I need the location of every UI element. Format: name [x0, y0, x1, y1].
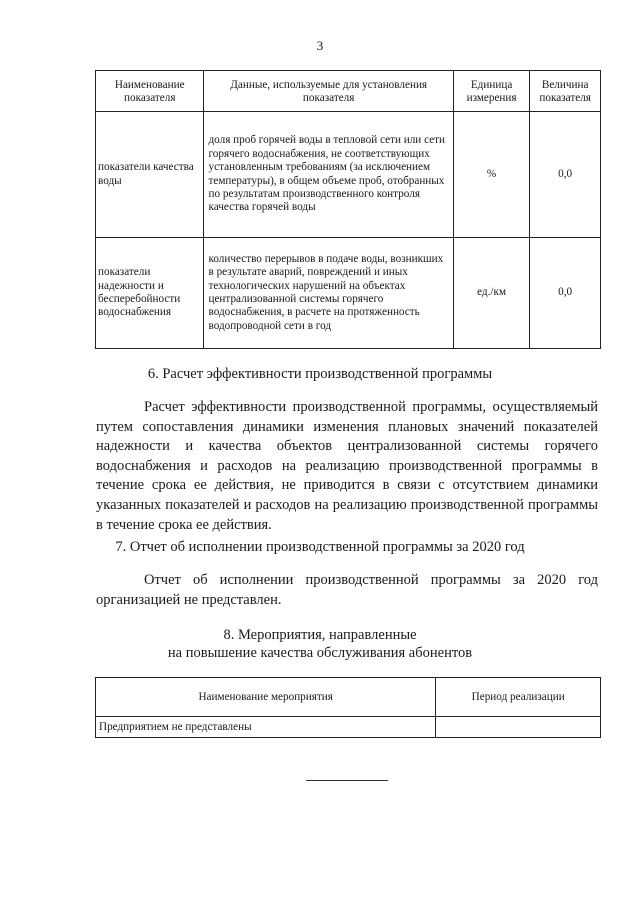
indicator-data: доля проб горячей воды в тепловой сети или сети горячего водоснабжения, не соответствующих установленным требованиям (за исключением температуры), в общем объеме проб, отобранных по результатам производственного контроля качества горячей воды: [204, 112, 453, 238]
table-header-row: [96, 678, 601, 717]
indicator-name: показатели качества воды: [96, 112, 204, 238]
section-8-heading-line-1: 8. Мероприятия, направленные: [223, 627, 417, 643]
indicators-table: [95, 70, 601, 349]
section-8-heading-line-2: на повышение качества обслуживания абонентов: [167, 645, 473, 661]
section-7-paragraph: [96, 571, 598, 610]
table-row: [96, 238, 601, 349]
measure-name: Предприятием не представлены: [96, 717, 436, 738]
table-row: [96, 112, 601, 238]
header-unit: Единица измерения: [453, 71, 529, 112]
page-number: 3: [316, 38, 324, 53]
measure-period: [436, 717, 601, 738]
indicator-unit: %: [453, 112, 529, 238]
section-6-paragraph: [96, 398, 598, 535]
section-6-text: Расчет эффективности производственной программы, осуществляемый путем сопоставления динамики изменения плановых значений показателей надежности и качества объектов централизованной системы горячего водоснабжения и расходов на реализацию производственной программы в течение срока ее действия, не приводится в связи с отсутствием динамики указанных показателей и расходов на реализацию производственной программы в течение срока ее действия.: [96, 399, 598, 533]
indicator-unit: ед./км: [453, 238, 529, 349]
closing-rule: [306, 780, 388, 781]
table-header-row: [96, 71, 601, 112]
header-measure-name: Наименование мероприятия: [96, 678, 436, 717]
header-period: Период реализации: [436, 678, 601, 717]
indicator-data: количество перерывов в подаче воды, возникших в результате аварий, повреждений и иных технологических нарушений на объектах централизованной системы горячего водоснабжения, в расчете на протяженность водопроводной сети в год: [204, 238, 453, 349]
header-value: Величина показателя: [530, 71, 601, 112]
section-7-heading: 7. Отчет об исполнении производственной программы за 2020 год: [115, 539, 525, 555]
indicator-value: 0,0: [530, 112, 601, 238]
measures-table: [95, 677, 601, 738]
header-indicator-name: Наименование показателя: [96, 71, 204, 112]
section-6-heading: 6. Расчет эффективности производственной программы: [147, 366, 493, 382]
indicator-value: 0,0: [530, 238, 601, 349]
section-7-text: Отчет об исполнении производственной программы за 2020 год организацией не представлен.: [96, 572, 598, 608]
table-row: [96, 717, 601, 738]
indicator-name: показатели надежности и бесперебойности водоснабжения: [96, 238, 204, 349]
header-indicator-data: Данные, используемые для установления показателя: [204, 71, 453, 112]
